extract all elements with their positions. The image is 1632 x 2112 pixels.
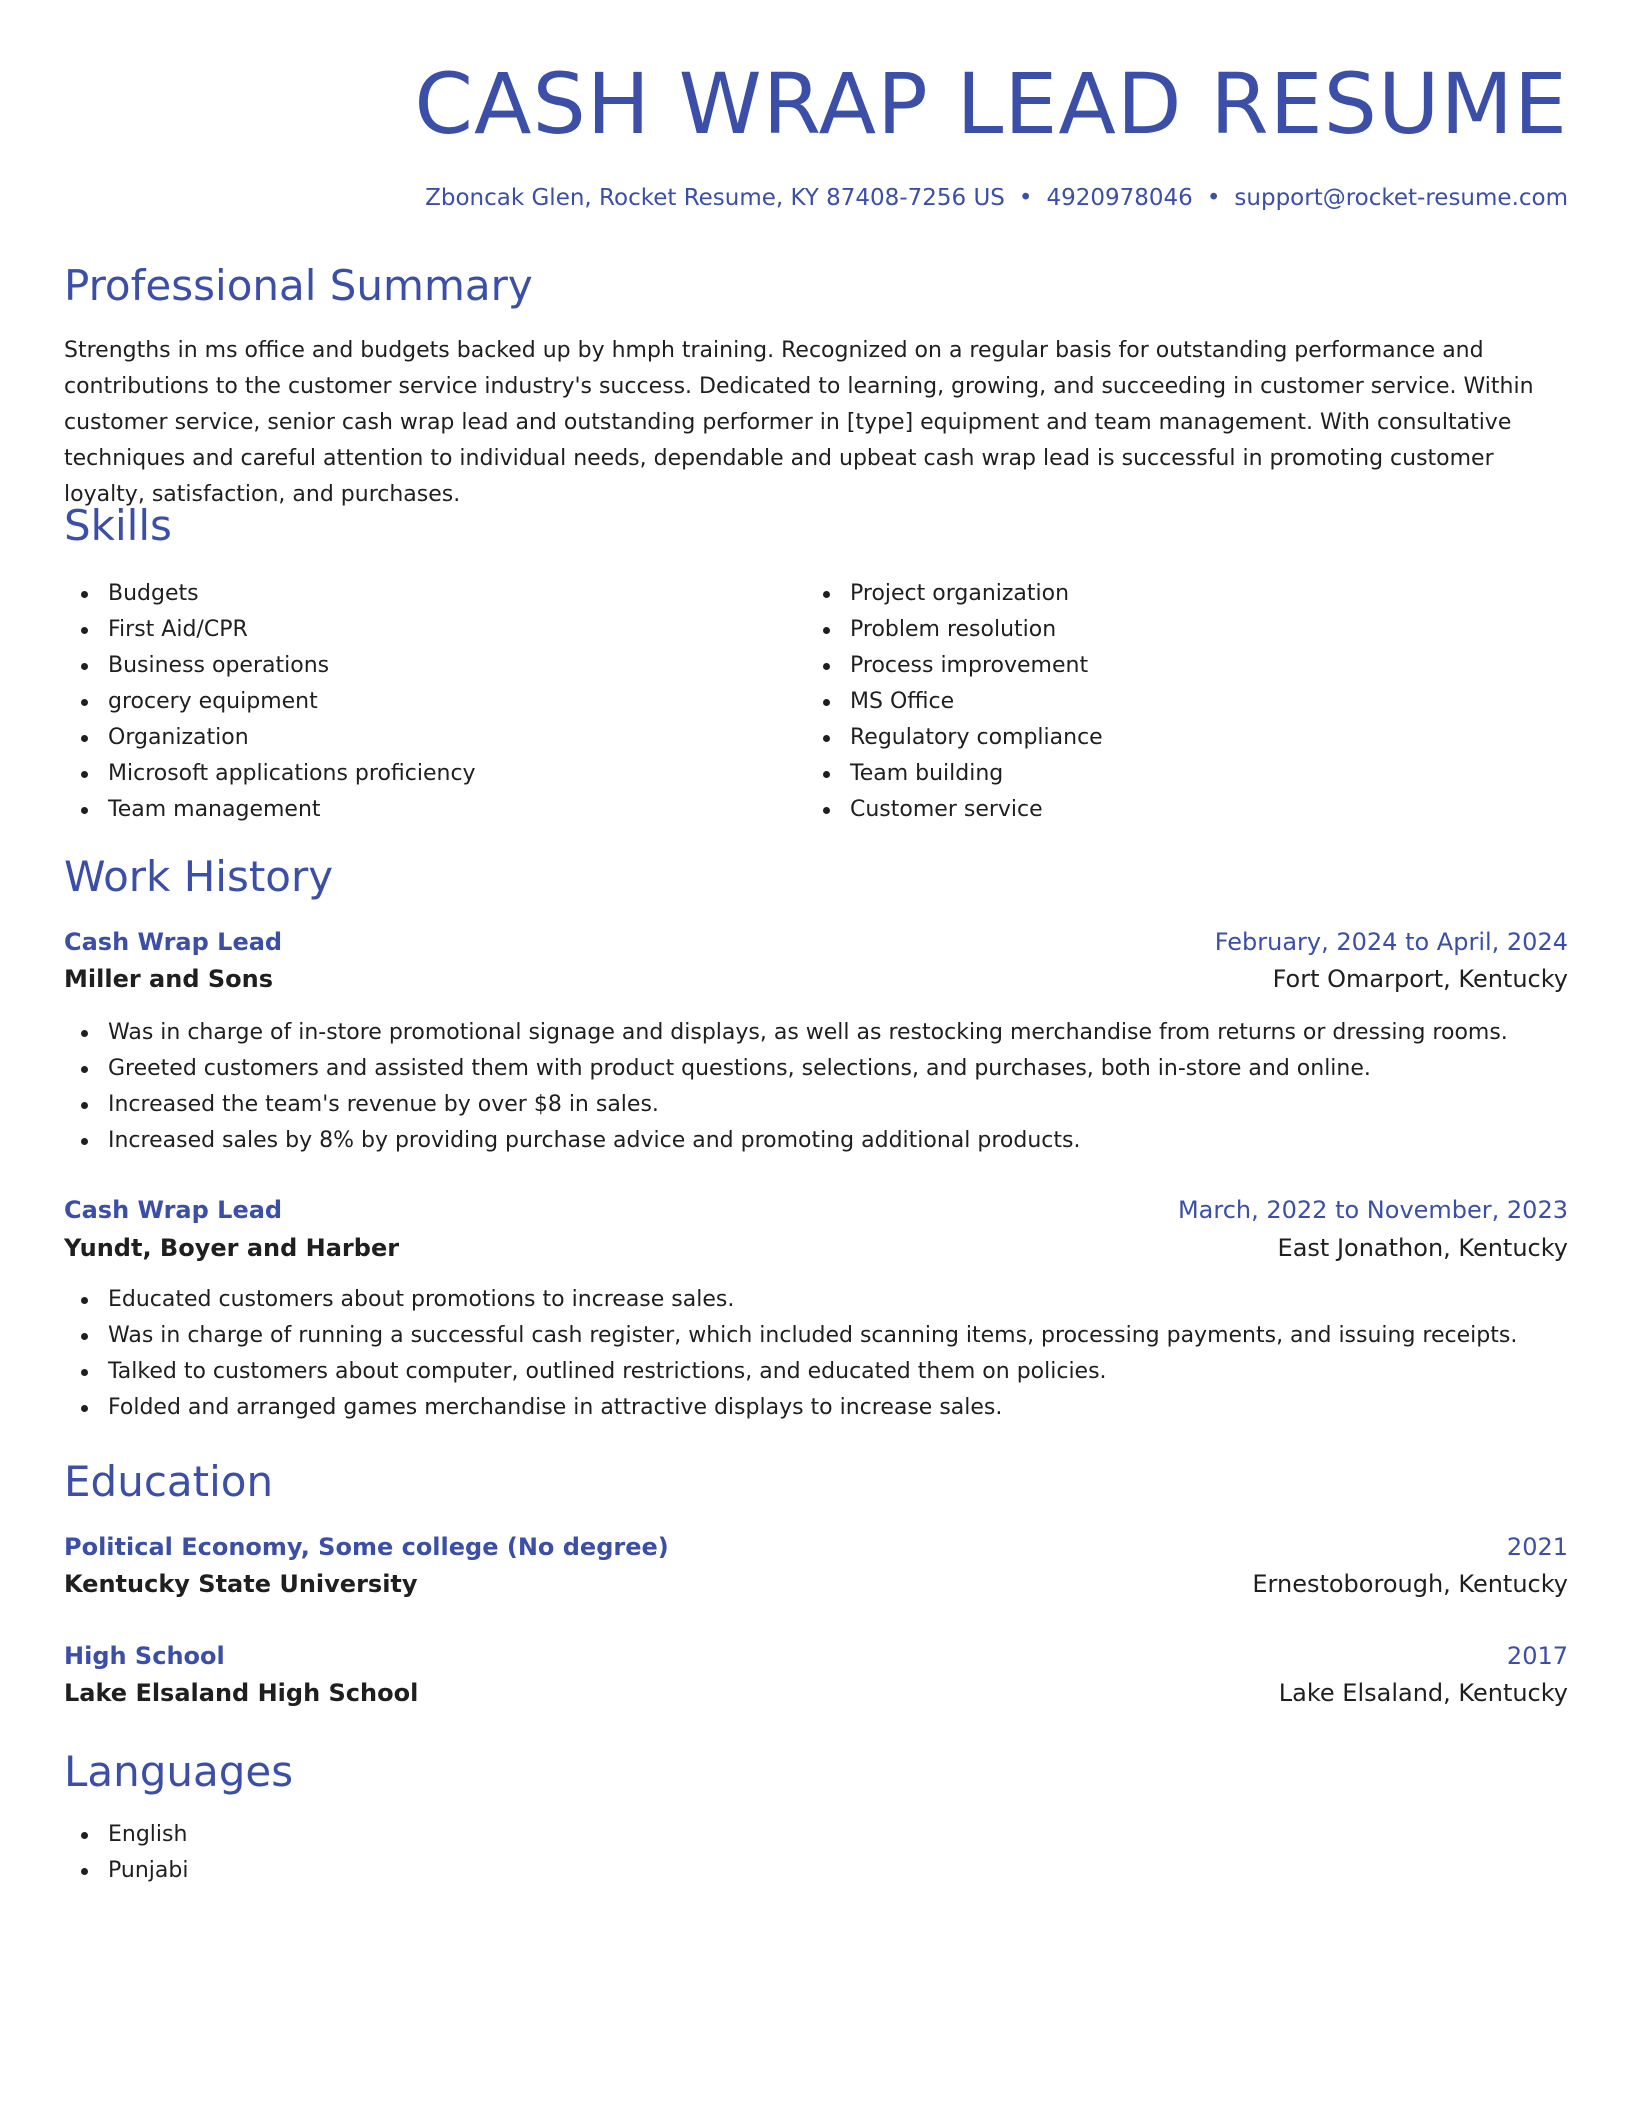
education-location: Lake Elsaland, Kentucky bbox=[1278, 1679, 1568, 1707]
language-item: Punjabi bbox=[64, 1853, 804, 1889]
job-bullet: Increased sales by 8% by providing purchase advice and promoting additional products. bbox=[64, 1123, 1568, 1159]
skills-list-right bbox=[806, 576, 1546, 828]
job-title-row bbox=[64, 924, 1568, 960]
languages-heading: Languages bbox=[64, 1747, 294, 1796]
job-bullet: Was in charge of running a successful cash register, which included scanning items, processing payments, and issuing receipts. bbox=[64, 1318, 1568, 1354]
job-bullet: Educated customers about promotions to increase sales. bbox=[64, 1282, 1568, 1318]
skill-item: Microsoft applications proficiency bbox=[64, 756, 804, 792]
education-heading: Education bbox=[64, 1457, 274, 1506]
skill-item: Customer service bbox=[806, 792, 1546, 828]
job-dates: February, 2024 to April, 2024 bbox=[1214, 928, 1568, 956]
language-item: English bbox=[64, 1817, 804, 1853]
contact-email[interactable]: support@rocket-resume.com bbox=[1234, 185, 1568, 211]
skill-item: Organization bbox=[64, 720, 804, 756]
summary-text: Strengths in ms office and budgets backed up by hmph training. Recognized on a regular basis for outstanding performance and contributions to the customer service industry's success. Dedicated to learning, growing, and succeeding in customer service. Within customer service, senior cash wrap lead and outstanding performer in [type] equipment and team management. With consultative techniques and careful attention to individual needs, dependable and upbeat cash wrap lead is successful in promoting customer loyalty, satisfaction, and purchases. bbox=[64, 338, 1534, 507]
education-location: Ernestoborough, Kentucky bbox=[1252, 1570, 1568, 1598]
education-degree: High School bbox=[64, 1642, 225, 1670]
job-location: Fort Omarport, Kentucky bbox=[1272, 965, 1568, 993]
job-bullet: Increased the team's revenue by over $8 in sales. bbox=[64, 1087, 1568, 1123]
job-bullet: Greeted customers and assisted them with product questions, selections, and purchases, both in-store and online. bbox=[64, 1051, 1568, 1087]
resume-page bbox=[64, 0, 1568, 2112]
education-degree: Political Economy, Some college (No degree) bbox=[64, 1533, 669, 1561]
job-bullet: Talked to customers about computer, outlined restrictions, and educated them on policies. bbox=[64, 1354, 1568, 1390]
contact-address: Zboncak Glen, Rocket Resume, KY 87408-7256 US bbox=[425, 185, 1005, 211]
job-company-row bbox=[64, 1230, 1568, 1266]
skill-item: Problem resolution bbox=[806, 612, 1546, 648]
skill-item: MS Office bbox=[806, 684, 1546, 720]
skill-item: Team management bbox=[64, 792, 804, 828]
skill-item: Business operations bbox=[64, 648, 804, 684]
job-location: East Jonathon, Kentucky bbox=[1277, 1234, 1568, 1262]
job-company: Miller and Sons bbox=[64, 965, 273, 993]
skill-item: Budgets bbox=[64, 576, 804, 612]
job-bullet: Folded and arranged games merchandise in attractive displays to increase sales. bbox=[64, 1390, 1568, 1426]
job-bullets bbox=[64, 1282, 1568, 1426]
education-school-row bbox=[64, 1566, 1568, 1602]
education-school: Kentucky State University bbox=[64, 1570, 418, 1598]
job-company: Yundt, Boyer and Harber bbox=[64, 1234, 400, 1262]
languages-list bbox=[64, 1817, 804, 1889]
job-bullets bbox=[64, 1015, 1568, 1159]
education-school-row bbox=[64, 1675, 1568, 1711]
summary-heading: Professional Summary bbox=[64, 261, 533, 310]
job-bullet: Was in charge of in-store promotional signage and displays, as well as restocking merchandise from returns or dressing rooms. bbox=[64, 1015, 1568, 1051]
job-title-row bbox=[64, 1192, 1568, 1228]
job-title: Cash Wrap Lead bbox=[64, 1196, 283, 1224]
skill-item: Team building bbox=[806, 756, 1546, 792]
skill-item: grocery equipment bbox=[64, 684, 804, 720]
job-dates: March, 2022 to November, 2023 bbox=[1177, 1196, 1568, 1224]
skills-heading: Skills bbox=[64, 501, 172, 550]
job-title: Cash Wrap Lead bbox=[64, 928, 283, 956]
contact-phone: 4920978046 bbox=[1046, 185, 1193, 211]
skill-item: Regulatory compliance bbox=[806, 720, 1546, 756]
education-degree-row bbox=[64, 1638, 1568, 1674]
work-history-heading: Work History bbox=[64, 852, 334, 901]
education-year: 2017 bbox=[1506, 1642, 1568, 1670]
skill-item: First Aid/CPR bbox=[64, 612, 804, 648]
skill-item: Process improvement bbox=[806, 648, 1546, 684]
education-school: Lake Elsaland High School bbox=[64, 1679, 419, 1707]
resume-title: CASH WRAP LEAD RESUME bbox=[414, 55, 1568, 153]
contact-separator: • bbox=[1206, 185, 1221, 211]
skills-list-left bbox=[64, 576, 804, 828]
contact-separator: • bbox=[1018, 185, 1033, 211]
education-year: 2021 bbox=[1506, 1533, 1568, 1561]
contact-line bbox=[425, 180, 1568, 216]
job-company-row bbox=[64, 961, 1568, 997]
education-degree-row bbox=[64, 1529, 1568, 1565]
skill-item: Project organization bbox=[806, 576, 1546, 612]
